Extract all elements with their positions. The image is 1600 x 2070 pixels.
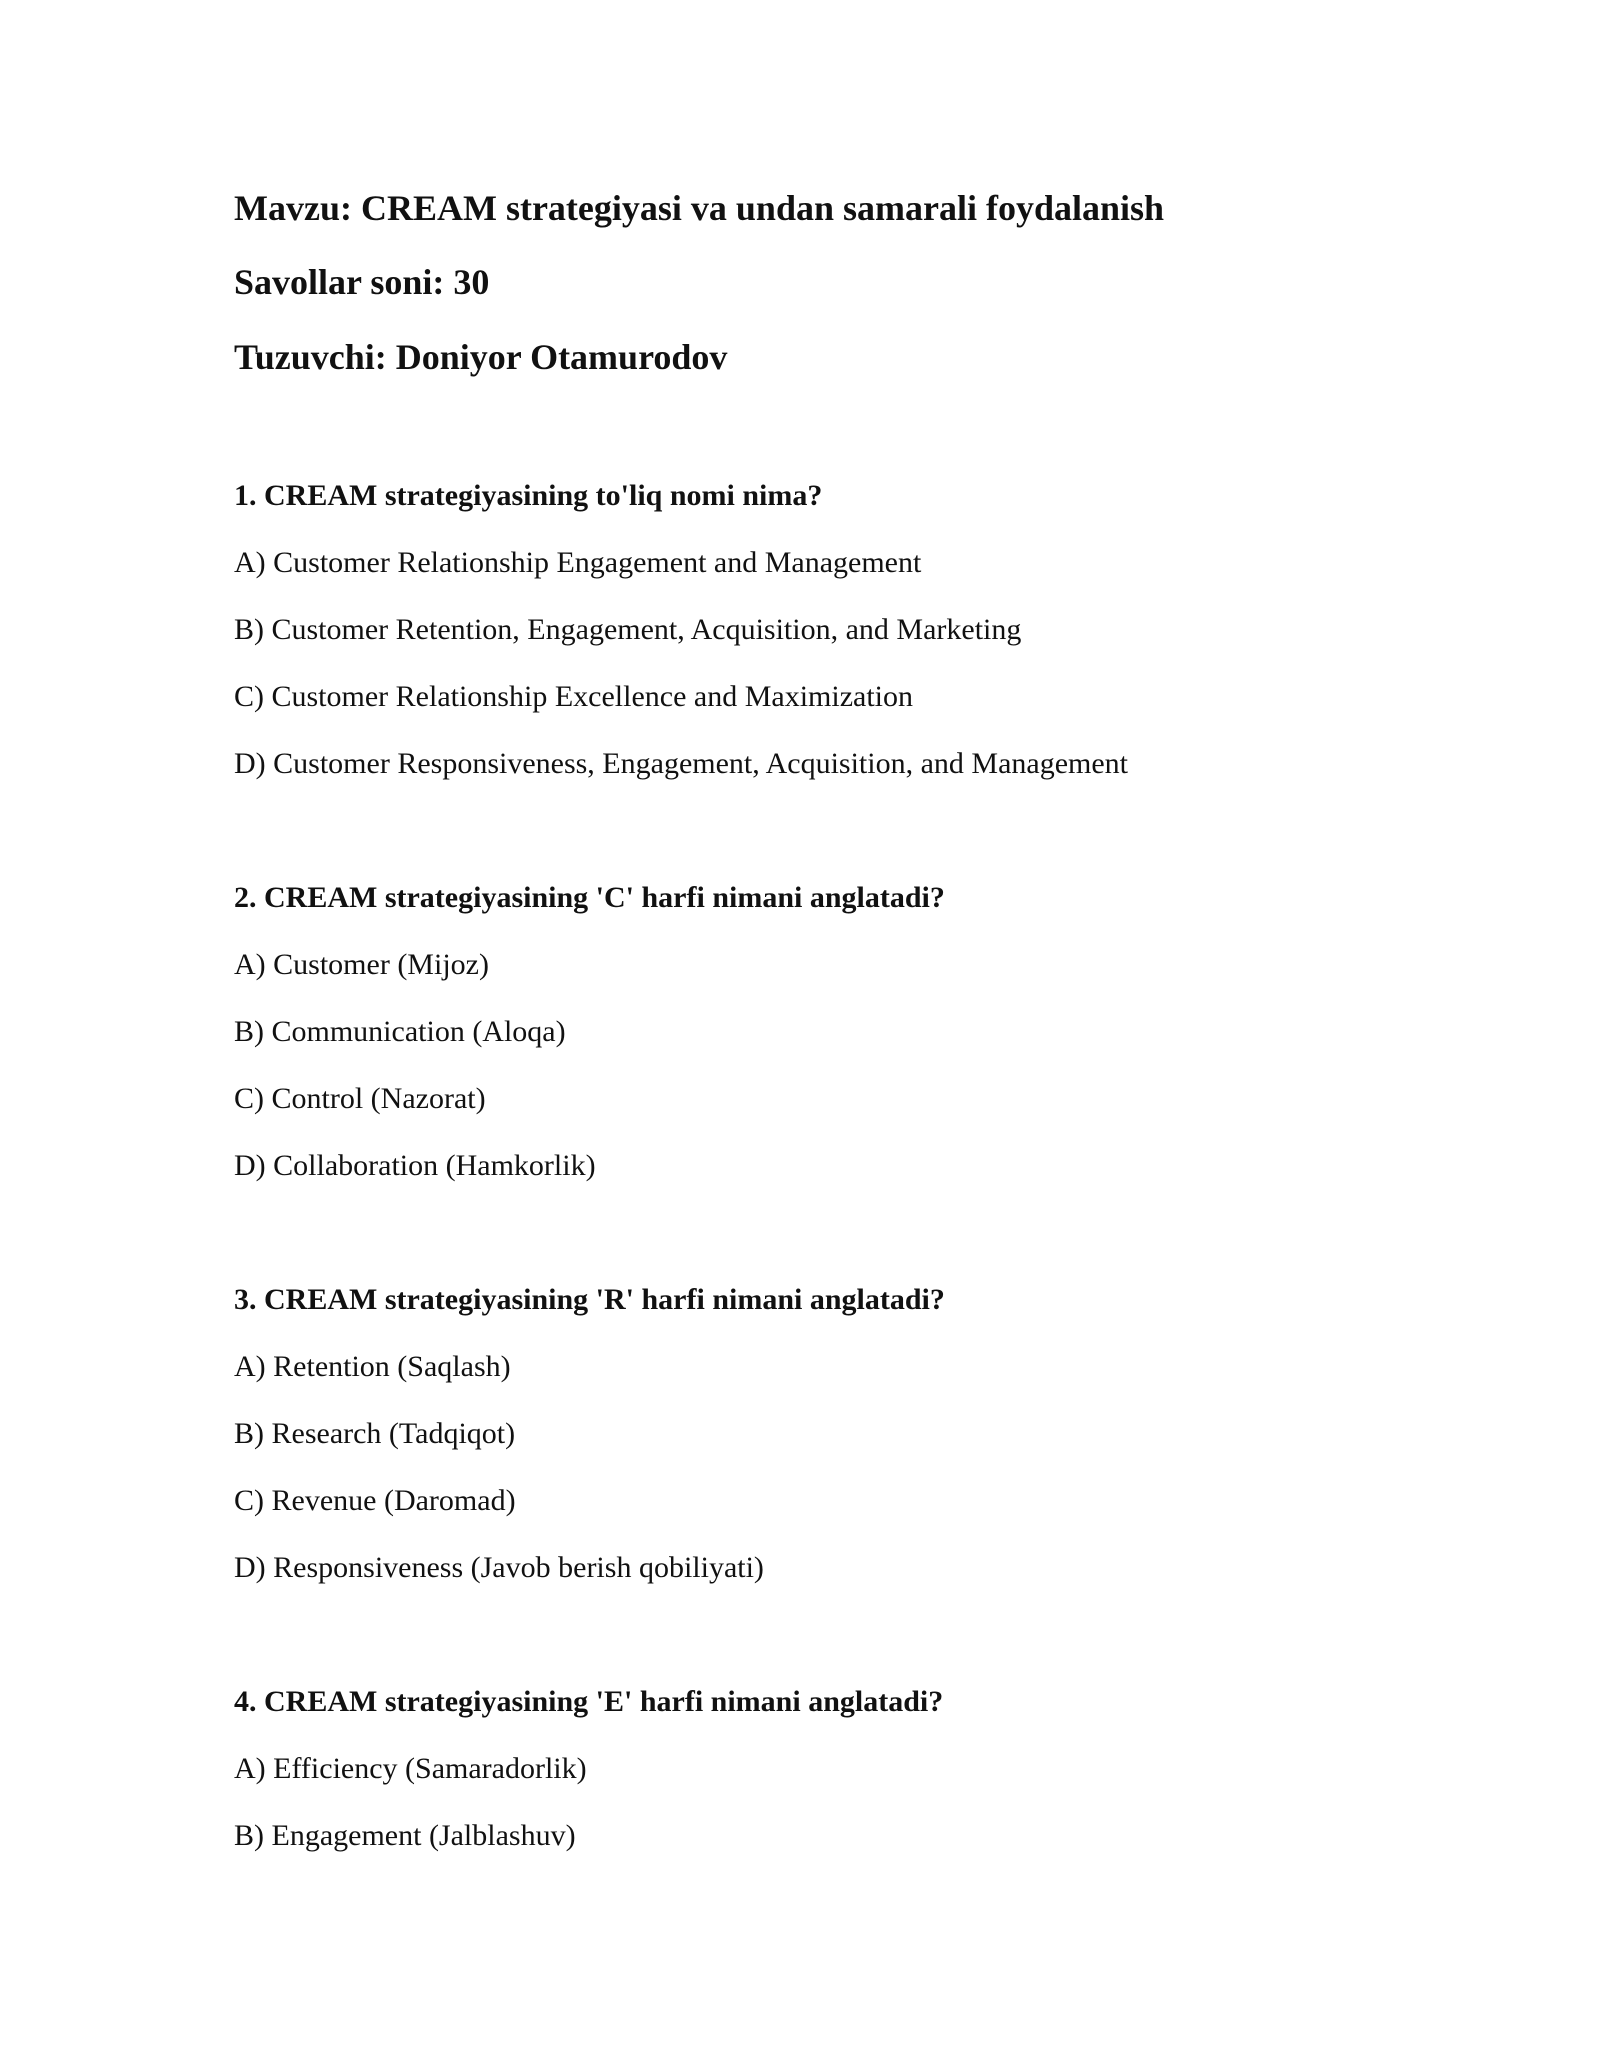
answer-option: B) Engagement (Jalblashuv)	[234, 1819, 576, 1852]
answer-option: D) Collaboration (Hamkorlik)	[234, 1149, 596, 1182]
answer-option: B) Communication (Aloqa)	[234, 1015, 566, 1048]
question-count-heading: Savollar soni: 30	[234, 262, 490, 302]
answer-option: D) Customer Responsiveness, Engagement, Acquisition, and Management	[234, 747, 1129, 780]
question-title: 4. CREAM strategiyasining 'E' harfi nimani anglatadi?	[234, 1685, 944, 1718]
author-heading: Tuzuvchi: Doniyor Otamurodov	[234, 337, 728, 377]
answer-option: A) Efficiency (Samaradorlik)	[234, 1752, 587, 1785]
topic-heading: Mavzu: CREAM strategiyasi va undan samarali foydalanish	[234, 188, 1165, 228]
answer-option: C) Customer Relationship Excellence and Maximization	[234, 680, 913, 713]
answer-option: A) Customer (Mijoz)	[234, 948, 489, 981]
answer-option: A) Retention (Saqlash)	[234, 1350, 511, 1383]
answer-option: D) Responsiveness (Javob berish qobiliyati)	[234, 1551, 764, 1584]
answer-option: B) Research (Tadqiqot)	[234, 1417, 516, 1450]
question-title: 2. CREAM strategiyasining 'C' harfi nimani anglatadi?	[234, 881, 945, 914]
question-title: 3. CREAM strategiyasining 'R' harfi nimani anglatadi?	[234, 1283, 945, 1316]
question-title: 1. CREAM strategiyasining to'liq nomi nima?	[234, 479, 823, 512]
answer-option: B) Customer Retention, Engagement, Acquisition, and Marketing	[234, 613, 1022, 646]
answer-option: A) Customer Relationship Engagement and Management	[234, 546, 922, 579]
answer-option: C) Revenue (Daromad)	[234, 1484, 516, 1517]
answer-option: C) Control (Nazorat)	[234, 1082, 486, 1115]
